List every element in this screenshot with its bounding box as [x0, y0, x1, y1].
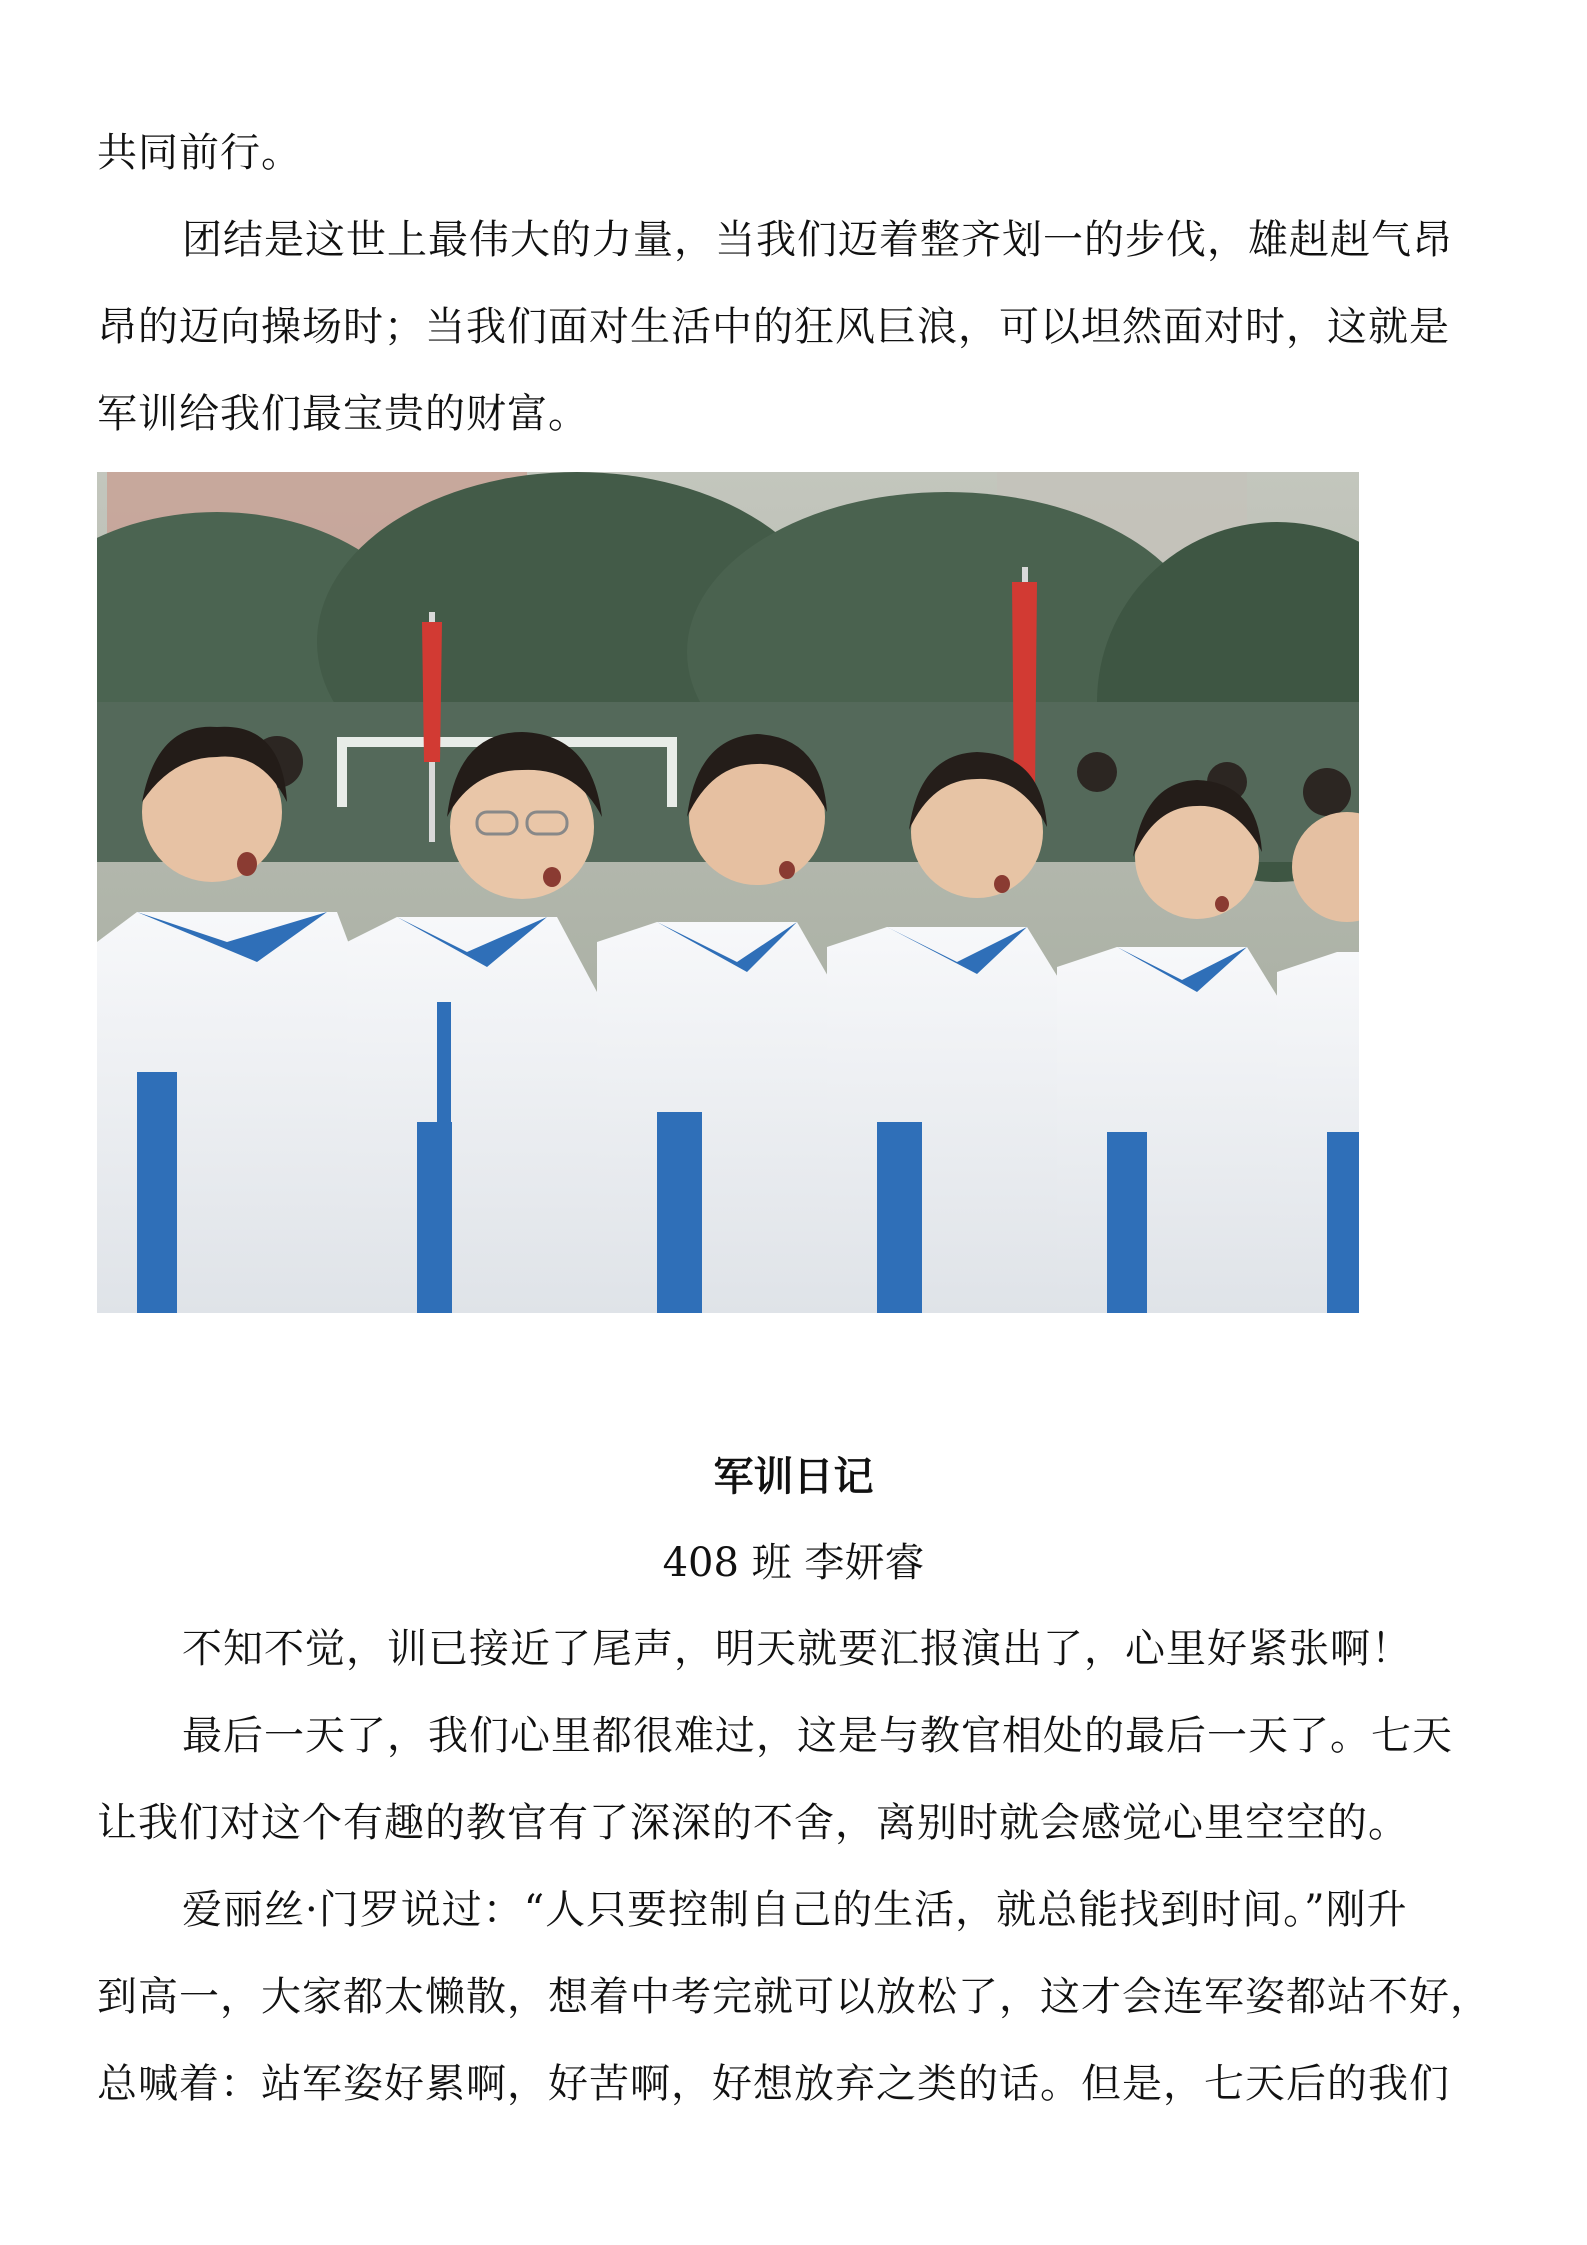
text-line: 军训给我们最宝贵的财富。: [97, 391, 589, 437]
text-line: 到高一，大家都太懒散，想着中考完就可以放松了，这才会连军姿都站不好，: [97, 1974, 1491, 2020]
text-line: 共同前行。: [97, 130, 302, 176]
article-title: 军训日记: [713, 1454, 874, 1500]
text-line: 最后一天了，我们心里都很难过，这是与教官相处的最后一天了。七天: [182, 1713, 1453, 1759]
text-line: 让我们对这个有趣的教官有了深深的不舍，离别时就会感觉心里空空的。: [97, 1800, 1409, 1846]
photo-illustration: [97, 472, 1359, 1313]
text-line: 昂的迈向操场时；当我们面对生活中的狂风巨浪，可以坦然面对时，这就是: [97, 304, 1450, 350]
photo-students-singing: [97, 472, 1359, 1313]
text-line: 总喊着：站军姿好累啊，好苦啊，好想放弃之类的话。但是，七天后的我们: [97, 2061, 1450, 2107]
text-line: 团结是这世上最伟大的力量，当我们迈着整齐划一的步伐，雄赳赳气昂: [182, 217, 1453, 263]
article-byline: 408 班 李妍睿: [662, 1540, 925, 1586]
text-line: 爱丽丝·门罗说过：“人只要控制自己的生活，就总能找到时间。”刚升: [182, 1887, 1408, 1933]
text-line: 不知不觉，训已接近了尾声，明天就要汇报演出了，心里好紧张啊！: [182, 1626, 1412, 1672]
